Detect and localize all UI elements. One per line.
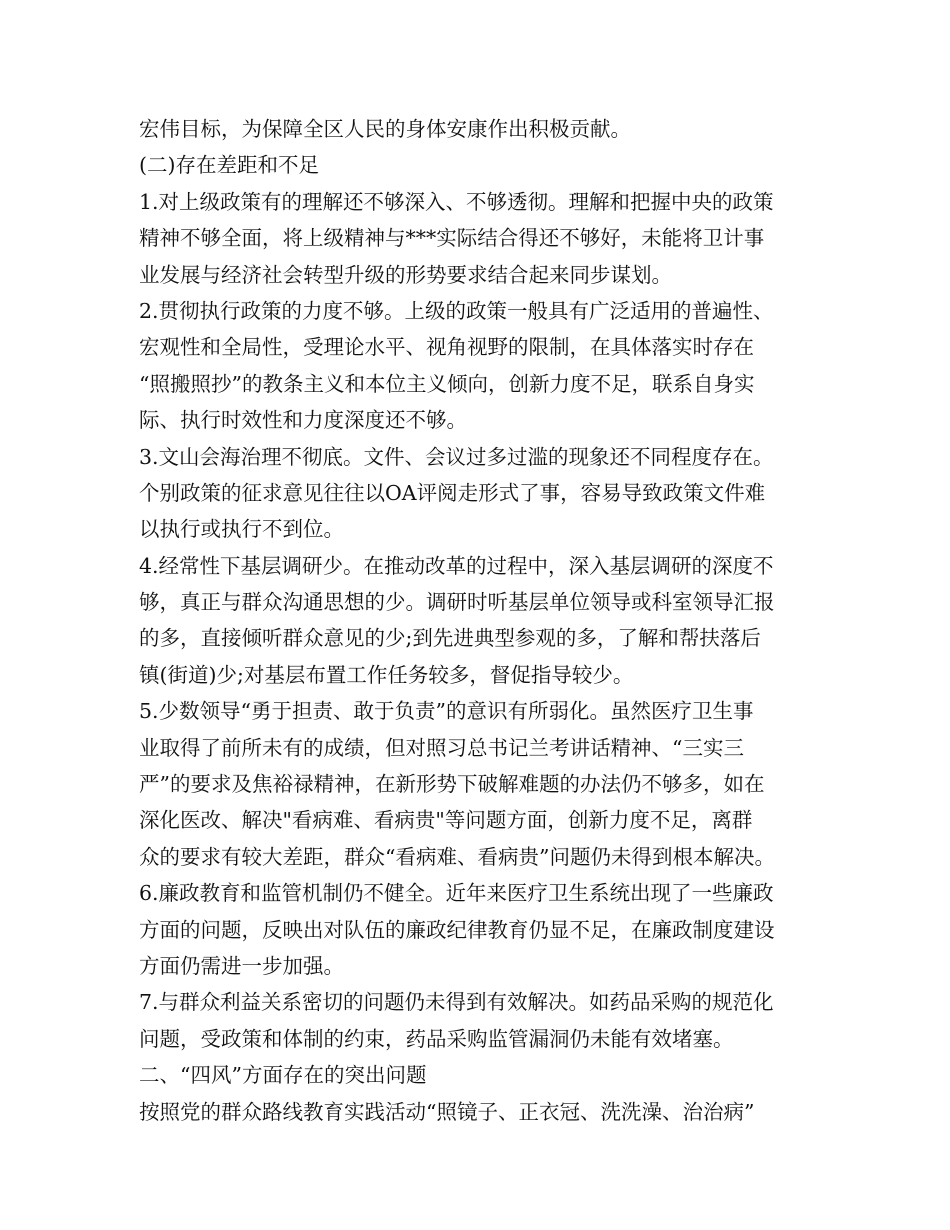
text-line: 严”的要求及焦裕禄精神，在新形势下破解难题的办法仍不够多，如在 — [139, 772, 765, 797]
document-body — [139, 111, 839, 1130]
text-line: 方面仍需进一步加强。 — [139, 953, 344, 978]
text-line: 按照党的群众路线教育实践活动“照镜子、正衣冠、洗洗澡、治治病” — [139, 1099, 755, 1124]
text-line: “照搬照抄”的教条主义和本位主义倾向，创新力度不足，联系自身实 — [139, 371, 755, 396]
text-line: 业发展与经济社会转型升级的形势要求结合起来同步谋划。 — [139, 262, 672, 287]
text-line: 精神不够全面，将上级精神与***实际结合得还不够好，未能将卫计事 — [139, 226, 765, 251]
text-line: 3.文山会海治理不彻底。文件、会议过多过滥的现象还不同程度存在。 — [139, 444, 774, 469]
text-line: 以执行或执行不到位。 — [139, 517, 344, 542]
text-line: 宏观性和全局性，受理论水平、视角视野的限制，在具体落实时存在 — [139, 335, 754, 360]
text-line: 际、执行时效性和力度深度还不够。 — [139, 408, 467, 433]
text-line: 宏伟目标，为保障全区人民的身体安康作出积极贡献。 — [139, 117, 631, 141]
text-line: 5.少数领导“勇于担责、敢于负责”的意识有所弱化。虽然医疗卫生事 — [139, 699, 754, 724]
text-line: 的多，直接倾听群众意见的少;到先进典型参观的多，了解和帮扶落后 — [139, 626, 761, 651]
text-line: 够，真正与群众沟通思想的少。调研时听基层单位领导或科室领导汇报 — [139, 590, 775, 615]
text-line: 4.经常性下基层调研少。在推动改革的过程中，深入基层调研的深度不 — [139, 553, 774, 578]
text-line: 问题，受政策和体制的约束，药品采购监管漏洞仍未能有效堵塞。 — [139, 1026, 734, 1051]
text-line: 方面的问题，反映出对队伍的廉政纪律教育仍显不足，在廉政制度建设 — [139, 917, 775, 942]
text-line: 1.对上级政策有的理解还不够深入、不够透彻。理解和把握中央的政策 — [139, 189, 774, 214]
text-line: 深化医改、解决"看病难、看病贵"等问题方面，创新力度不足，离群 — [139, 808, 753, 833]
section-heading: (二)存在差距和不足 — [139, 153, 319, 178]
text-line: 2.贯彻执行政策的力度不够。上级的政策一般具有广泛适用的普遍性、 — [139, 298, 774, 323]
text-line: 镇(街道)少;对基层布置工作任务较多，督促指导较少。 — [139, 662, 634, 687]
text-line: 众的要求有较大差距，群众“看病难、看病贵”问题仍未得到根本解决。 — [139, 844, 775, 869]
section-heading: 二、“四风”方面存在的突出问题 — [139, 1063, 427, 1088]
text-line: 业取得了前所未有的成绩，但对照习总书记兰考讲话精神、“三实三 — [139, 735, 744, 760]
text-line: 个别政策的征求意见往往以OA评阅走形式了事，容易导致政策文件难 — [139, 480, 766, 505]
text-line: 6.廉政教育和监管机制仍不健全。近年来医疗卫生系统出现了一些廉政 — [139, 881, 774, 906]
text-line: 7.与群众利益关系密切的问题仍未得到有效解决。如药品采购的规范化 — [139, 990, 774, 1015]
